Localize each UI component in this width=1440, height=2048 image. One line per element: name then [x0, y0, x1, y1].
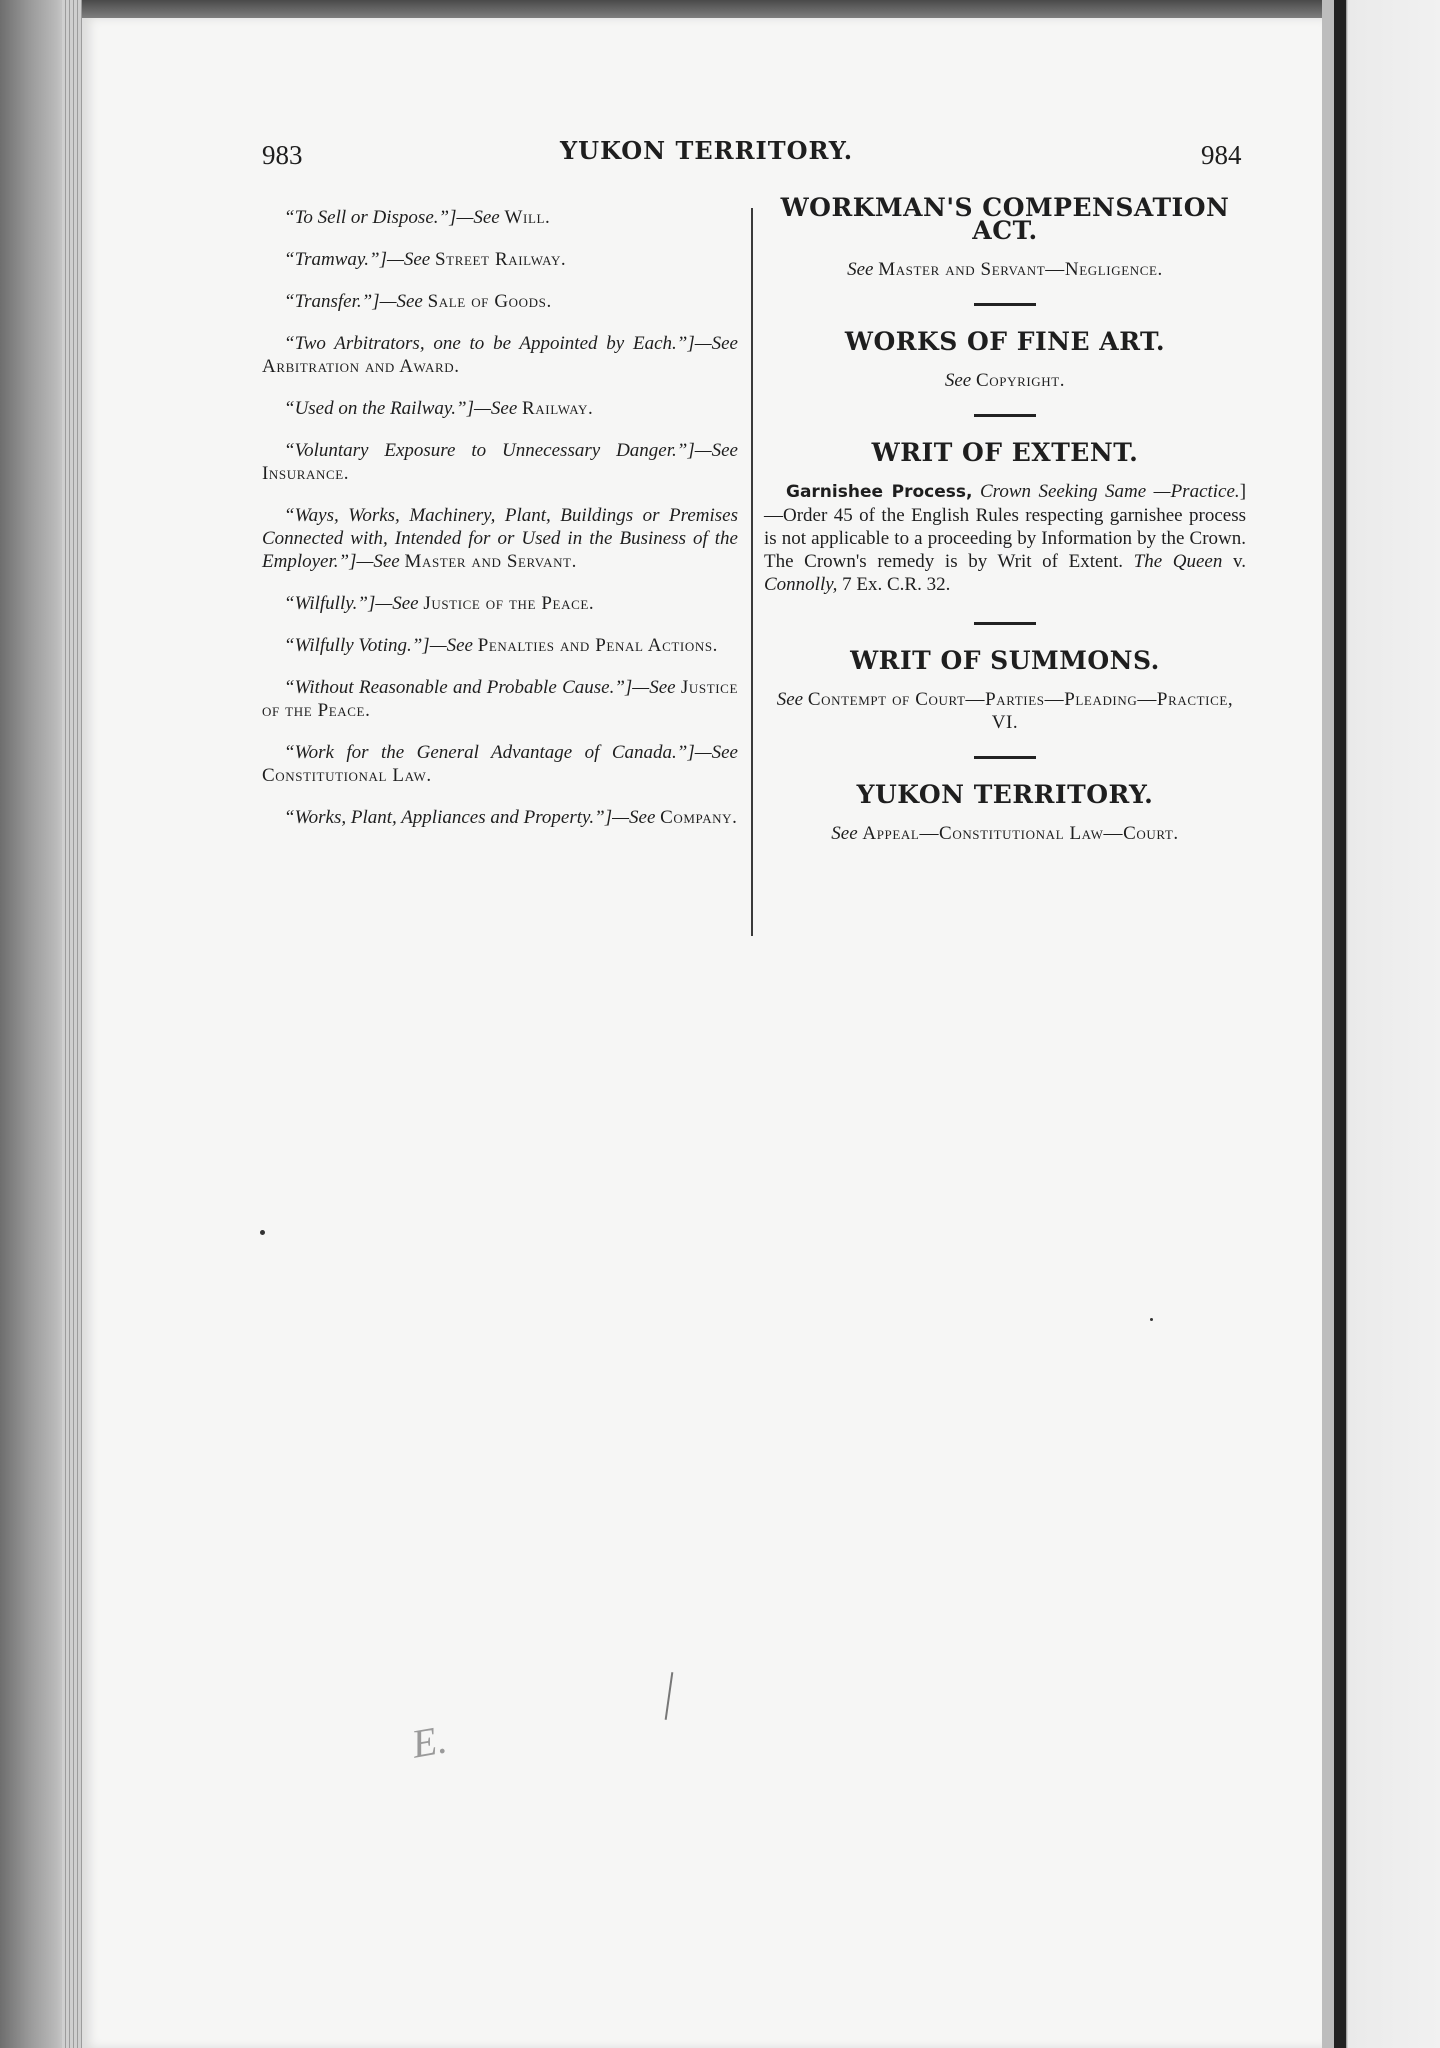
see-reference: See Master and Servant—Negligence.	[847, 259, 1163, 280]
left-column	[262, 206, 738, 848]
section-rule	[974, 303, 1036, 306]
section-heading: WORKS OF FINE ART.	[844, 327, 1166, 356]
section-heading: WRIT OF SUMMONS.	[850, 646, 1160, 675]
index-entry: “Transfer.”]—See Sale of Goods.	[284, 291, 552, 312]
column-divider	[751, 208, 753, 936]
see-reference: See Copyright.	[944, 370, 1066, 391]
section-rule	[974, 414, 1036, 417]
index-entry: “Two Arbitrators, one to be Appointed by Each.”]—See Arbitration and Award.	[262, 333, 738, 377]
section-heading: WORKMAN'S COMPENSATION ACT.	[780, 193, 1230, 245]
page-number-left: 983	[262, 140, 303, 170]
case-paragraph: Garnishee Process, Crown Seeking Same —Practice.]—Order 45 of the English Rules respecting garnishee process is not applicable to a proceeding by Information by the Crown. The Crown's remedy is by Writ of Extent. The Queen v. Connolly, 7 Ex. C.R. 32.	[764, 481, 1247, 595]
ink-dot	[1150, 1318, 1153, 1321]
section-heading: YUKON TERRITORY.	[856, 780, 1154, 809]
index-entry: “Wilfully Voting.”]—See Penalties and Penal Actions.	[284, 635, 719, 656]
book-binding	[0, 0, 82, 2048]
see-reference: See Contempt of Court—Parties—Pleading—Practice, VI.	[776, 689, 1234, 733]
section-rule	[974, 622, 1036, 625]
index-entry: “Works, Plant, Appliances and Property.”]—See Company.	[284, 807, 738, 828]
handwritten-mark: E.	[408, 1716, 451, 1767]
right-column	[764, 193, 1247, 867]
page-edge	[1322, 0, 1334, 2048]
section-rule	[974, 756, 1036, 759]
section-heading: WRIT OF EXTENT.	[871, 438, 1139, 467]
running-title: YUKON TERRITORY.	[560, 136, 854, 165]
index-entry: “Ways, Works, Machinery, Plant, Buildings or Premises Connected with, Intended for or Used in the Business of the Employer.”]—See Master and Servant.	[262, 505, 738, 572]
see-reference: See Appeal—Constitutional Law—Court.	[831, 823, 1179, 844]
index-entry: “Work for the General Advantage of Canada.”]—See Constitutional Law.	[262, 742, 738, 786]
index-entry: “To Sell or Dispose.”]—See Will.	[284, 207, 551, 228]
index-entry: “Used on the Railway.”]—See Railway.	[284, 398, 594, 419]
index-entry: “Without Reasonable and Probable Cause.”]—See Justice of the Peace.	[262, 677, 738, 721]
ink-dot	[260, 1230, 265, 1235]
next-page-strip	[1334, 0, 1440, 2048]
index-entry: “Tramway.”]—See Street Railway.	[284, 249, 567, 270]
index-entry: “Voluntary Exposure to Unnecessary Danger.”]—See Insurance.	[262, 440, 738, 484]
page-number-right: 984	[1201, 140, 1242, 170]
index-entry: “Wilfully.”]—See Justice of the Peace.	[284, 593, 595, 614]
